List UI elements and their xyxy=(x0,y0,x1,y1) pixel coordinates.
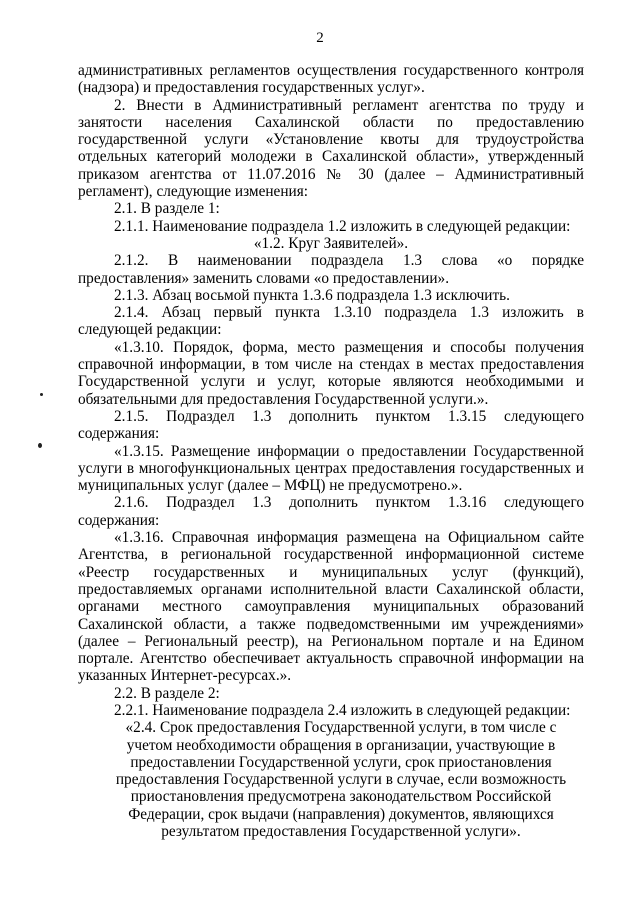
paragraph-quote-1-3-16: «1.3.16. Справочная информация размещена на Официальном сайте Агентства, в региональной государственной информационной системе «Реестр государственных и муниципальных услуг (функций), предоставляемых органами исполнительной власти Сахалинской области, органами местного самоуправления муниципальных образований Сахалинской области, а также подведомственными им учреждениями» (далее – Региональный реестр), на Региональном портале и на Едином портале. Агентство обеспечивает актуальность справочной информации на указанных Интернет-ресурсах.». xyxy=(78,529,584,685)
paragraph-quote-1-3-10: «1.3.10. Порядок, форма, место размещения и способы получения справочной информации, в том числе на стендах в местах предоставления Государственной услуги и услуг, которые являются необходимыми и обязательными для предоставления Государственной услуги.». xyxy=(78,338,584,408)
paragraph-2-1-4: 2.1.4. Абзац первый пункта 1.3.10 подраздела 1.3 изложить в следующей редакции: xyxy=(78,304,584,339)
paragraph-2-1-1: 2.1.1. Наименование подраздела 1.2 изложить в следующей редакции: xyxy=(114,217,571,235)
paragraph-2-1-3: 2.1.3. Абзац восьмой пункта 1.3.6 подраздела 1.3 исключить. xyxy=(114,286,510,304)
paragraph-2-1-6: 2.1.6. Подраздел 1.3 дополнить пунктом 1.3.16 следующего содержания: xyxy=(78,494,584,529)
paragraph-2-2: 2.2. В разделе 2: xyxy=(114,684,220,702)
paragraph-2-1-5: 2.1.5. Подраздел 1.3 дополнить пунктом 1.3.15 следующего содержания: xyxy=(78,407,584,443)
paragraph-quote-1-3-15: «1.3.15. Размещение информации о предоставлении Государственной услуги в многофункциональных центрах предоставления государственных и муниципальных услуг (далее – МФЦ) не предусмотрено.». xyxy=(78,442,584,495)
scan-speck xyxy=(40,393,43,396)
scan-speck xyxy=(38,443,42,448)
paragraph-quote-1-2: «1.2. Круг Заявителей». xyxy=(253,234,409,252)
paragraph-quote-2-4: «2.4. Срок предоставления Государственной услуги, в том числе с учетом необходимости обращения в организации, участвующие в предоставлении Государственной услуги, срок приостановления предоставления Государственной услуги в случае, если возможность приостановления предусмотрена законодательством Российской Федерации, срок выдачи (направления) документов, являющихся результатом предоставления Государственной услуги». xyxy=(115,719,567,841)
paragraph-2-1-2: 2.1.2. В наименовании подраздела 1.3 слова «о порядке предоставления» заменить словами «о предоставлении». xyxy=(78,252,584,287)
paragraph-item-2: 2. Внести в Административный регламент агентства по труду и занятости населения Сахалинской области по предоставлению государственной услуги «Установление квоты для трудоустройства отдельных категорий молодежи в Сахалинской области», утвержденный приказом агентства от 11.07.2016 № 30 (далее – Административный регламент), следующие изменения: xyxy=(78,96,584,201)
page-number: 2 xyxy=(316,30,324,46)
paragraph-2-1: 2.1. В разделе 1: xyxy=(114,200,220,218)
paragraph-2-2-1: 2.2.1. Наименование подраздела 2.4 изложить в следующей редакции: xyxy=(114,701,571,719)
paragraph-continuation: административных регламентов осуществления государственного контроля (надзора) и предоставления государственных услуг». xyxy=(78,62,584,97)
document-body xyxy=(78,62,584,840)
